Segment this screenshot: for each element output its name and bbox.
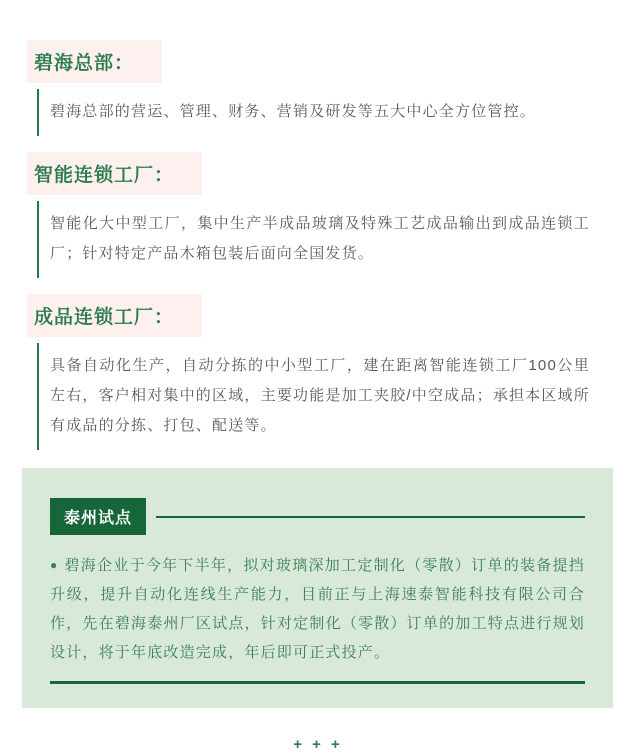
section-heading-finished-chain-factory: 成品连锁工厂：: [27, 294, 202, 337]
badge-taizhou-pilot: 泰州试点: [50, 498, 146, 535]
section-heading-headquarters: 碧海总部：: [27, 40, 162, 83]
section-body-smart-chain-factory: 智能化大中型工厂，集中生产半成品玻璃及特殊工艺成品输出到成品连锁工厂；针对特定产品木箱包装后面向全国发货。: [37, 201, 590, 278]
section-body-finished-chain-factory: 具备自动化生产，自动分拣的中小型工厂，建在距离智能连锁工厂100公里左右，客户相对集中的区域，主要功能是加工夹胶/中空成品；承担本区域所有成品的分拣、打包、配送等。: [37, 343, 590, 450]
section-finished-chain-factory: [0, 294, 636, 450]
highlight-box-body: [50, 551, 585, 667]
section-headquarters: [0, 0, 636, 136]
highlight-box-text: 碧海企业于今年下半年，拟对玻璃深加工定制化（零散）订单的装备提挡升级，提升自动化连线生产能力，目前正与上海速泰智能科技有限公司合作，先在碧海泰州厂区试点，针对定制化（零散）订单的加工特点进行规划设计，将于年底改造完成，年后即可正式投产。: [50, 557, 585, 661]
section-smart-chain-factory: [0, 152, 636, 278]
badge-rule-line: [156, 516, 585, 518]
highlight-box-taizhou-pilot: [22, 468, 613, 708]
bullet-marker: ●: [50, 558, 59, 572]
section-heading-smart-chain-factory: 智能连锁工厂：: [27, 152, 202, 195]
section-body-headquarters: 碧海总部的营运、管理、财务、营销及研发等五大中心全方位管控。: [37, 89, 590, 136]
badge-row: [50, 498, 585, 535]
footer-plus-divider: + + +: [293, 736, 343, 753]
bottom-rule-line: [50, 681, 585, 684]
